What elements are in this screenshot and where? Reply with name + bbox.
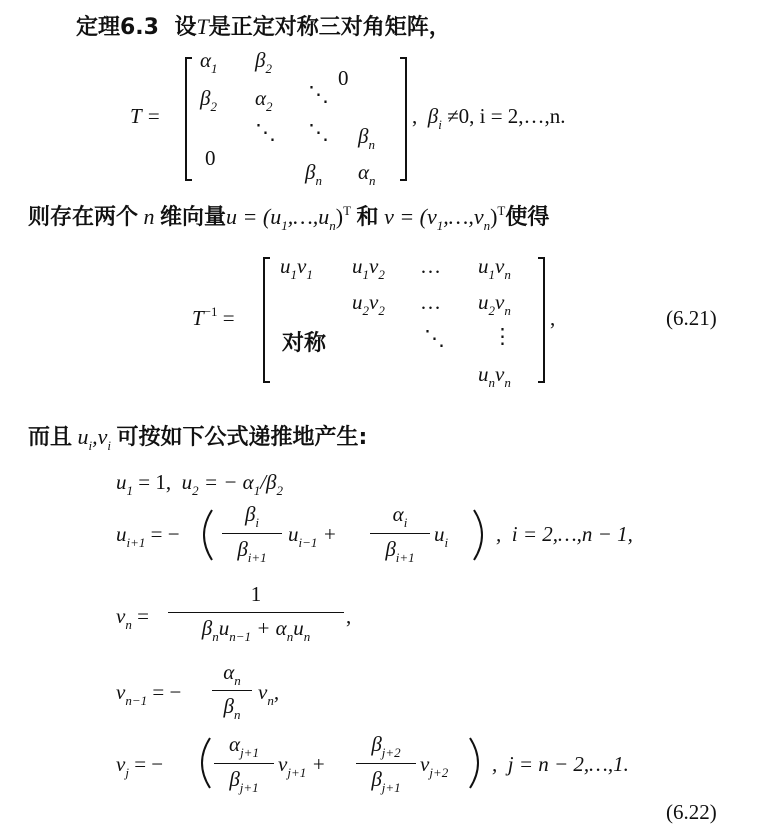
mT-an: $\alpha_n$ [358,160,376,188]
formula-vj-lhs: $v_j$ = − [116,752,164,780]
f2-frac2-num: $\alpha_i$ [392,502,408,530]
mTi-unvn: $u_nv_n$ [478,362,511,390]
theorem-suffix: 是正定对称三对角矩阵， [208,15,451,40]
f3-num: 1 [250,582,262,606]
mTi-symmetric: 对称 [282,331,327,356]
theorem-prefix: 设 [174,15,197,40]
f5-condition: , j = n − 2,…,1. [492,752,629,776]
mTi-trailing: , [550,306,556,330]
mT-ddots-3: ⋱ [308,120,329,144]
mTi-u1v2: $u_1v_2$ [352,254,385,282]
mTi-cdots-2: … [420,290,441,314]
formula-vn-lhs: $v_n$ = [116,604,149,632]
formula-u1-u2: $u_1 = 1$, $u_2$ = − $\alpha_1/\beta_2$ [116,470,284,498]
formula-u-i-plus-1-lhs: $u_{i+1}$ = − [116,522,180,550]
left-bracket-Tinv [264,258,270,382]
f4-den: $\beta_n$ [223,694,241,722]
right-bracket-Tinv [538,258,544,382]
matrix-Tinv-lhs: $T^{-1}$ = [192,304,235,330]
mT-b2-left: $\beta_2$ [200,86,217,114]
mT-a1: $\alpha_1$ [200,48,218,76]
mTi-u2v2: $u_2v_2$ [352,290,385,318]
f5-frac1-line [214,763,274,764]
recurrence-intro: 而且 $u_i,v_i$ 可按如下公式递推地产生: [28,424,368,453]
f2-frac1-num: $\beta_i$ [244,502,260,530]
theorem-line [76,10,451,41]
f2-u-i: $u_i$ [434,522,449,550]
f5-frac2-num: $\beta_{j+2}$ [371,732,401,760]
mTi-ddots: ⋱ [424,326,445,350]
theorem-T: T [196,14,209,39]
right-paren-f2 [474,510,482,560]
right-bracket-T [400,58,406,180]
f2-condition: , i = 2,…,n − 1, [496,522,633,546]
mTi-cdots-1: … [420,254,441,278]
mT-bn-bottom: $\beta_n$ [305,160,322,188]
existence-line: 则存在两个 n 维向量$u = (u_1,\dots,u_n)^T$ 和 $v = (v_1,\dots,v_n)^T$使得 [28,203,550,233]
mTi-u2vn: $u_2v_n$ [478,290,511,318]
f5-v-j-plus-2: $v_{j+2}$ [420,752,449,780]
f2-u-i-minus-1: $u_{i-1}$ + [288,522,337,550]
f4-line [212,690,252,691]
f5-frac1-den: $\beta_{j+1}$ [229,767,259,795]
f5-frac2-line [356,763,416,764]
f5-frac2-den: $\beta_{j+1}$ [371,767,401,795]
mT-ddots-1: ⋱ [308,82,329,106]
f4-vn: $v_n$, [258,680,280,708]
mT-zero-top: 0 [338,66,349,90]
eq-number-622: (6.22) [666,800,717,824]
matrix-T-lhs: T = [130,104,161,128]
mT-condition: , $\beta_i \ne 0$, i = 2,…,n. [412,104,566,132]
f5-v-j-plus-1: $v_{j+1}$ + [278,752,326,780]
f2-frac1-line [222,533,282,534]
left-bracket-T [186,58,192,180]
f2-frac2-den: $\beta_{i+1}$ [385,537,415,565]
f5-frac1-num: $\alpha_{j+1}$ [229,732,259,760]
mT-ddots-2: ⋱ [255,120,276,144]
mTi-u1v1: $u_1v_1$ [280,254,313,282]
mTi-vdots: ⋮ [492,324,513,348]
mT-b2-top: $\beta_2$ [255,48,272,76]
eq-number-621: (6.21) [666,306,717,330]
f2-frac1-den: $\beta_{i+1}$ [237,537,267,565]
mTi-u1vn: $u_1v_n$ [478,254,511,282]
mT-bn-right: $\beta_n$ [358,124,375,152]
f4-num: $\alpha_n$ [223,660,241,688]
f3-comma: , [346,604,352,628]
f2-frac2-line [370,533,430,534]
theorem-label: 定理6.3 [76,15,159,40]
left-paren-f5 [202,738,210,788]
mT-zero-bottom: 0 [205,146,216,170]
f3-line [168,612,344,613]
f3-den: $\beta_nu_{n-1} + \alpha_nu_n$ [201,616,311,644]
left-paren-f2 [204,510,212,560]
mT-a2: $\alpha_2$ [255,86,273,114]
formula-vn-1-lhs: $v_{n-1}$ = − [116,680,182,708]
right-paren-f5 [470,738,478,788]
